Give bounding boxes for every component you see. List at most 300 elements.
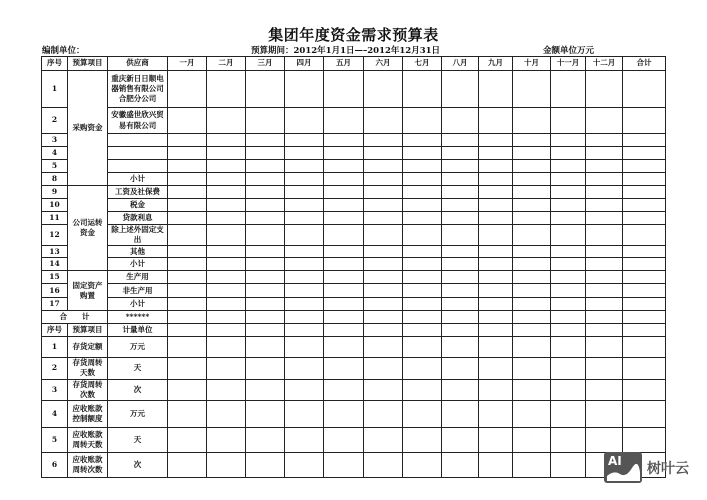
amount-cell[interactable]	[207, 258, 246, 271]
amount-cell[interactable]	[324, 452, 364, 477]
amount-cell[interactable]	[442, 246, 479, 258]
amount-cell[interactable]	[168, 199, 207, 212]
amount-cell[interactable]	[324, 271, 364, 284]
amount-cell[interactable]	[324, 337, 364, 358]
amount-cell[interactable]	[513, 358, 551, 379]
amount-cell[interactable]	[324, 160, 364, 173]
amount-cell[interactable]	[364, 427, 403, 452]
amount-cell[interactable]	[586, 379, 623, 400]
supplier-cell[interactable]: 安徽盛世欣兴贸易有限公司	[108, 108, 168, 134]
amount-cell[interactable]	[403, 400, 442, 427]
amount-cell[interactable]	[403, 186, 442, 199]
amount-cell[interactable]	[442, 379, 479, 400]
amount-cell[interactable]	[513, 186, 551, 199]
amount-cell[interactable]	[403, 160, 442, 173]
amount-cell[interactable]	[364, 246, 403, 258]
amount-cell[interactable]	[324, 108, 364, 134]
amount-cell[interactable]	[623, 358, 666, 379]
amount-cell[interactable]	[168, 186, 207, 199]
amount-cell[interactable]	[246, 284, 285, 298]
amount-cell[interactable]	[403, 311, 442, 324]
amount-cell[interactable]	[623, 400, 666, 427]
amount-cell[interactable]	[324, 173, 364, 186]
supplier-cell[interactable]	[108, 160, 168, 173]
amount-cell[interactable]	[207, 186, 246, 199]
amount-cell[interactable]	[364, 324, 403, 337]
amount-cell[interactable]	[551, 284, 586, 298]
amount-cell[interactable]	[207, 246, 246, 258]
amount-cell[interactable]	[168, 71, 207, 108]
amount-cell[interactable]	[403, 324, 442, 337]
amount-cell[interactable]	[586, 212, 623, 225]
amount-cell[interactable]	[403, 271, 442, 284]
amount-cell[interactable]	[513, 298, 551, 311]
amount-cell[interactable]	[246, 71, 285, 108]
amount-cell[interactable]	[246, 173, 285, 186]
amount-cell[interactable]	[168, 147, 207, 160]
amount-cell[interactable]	[551, 400, 586, 427]
amount-cell[interactable]	[623, 427, 666, 452]
amount-cell[interactable]	[623, 298, 666, 311]
amount-cell[interactable]	[285, 173, 324, 186]
amount-cell[interactable]	[513, 225, 551, 246]
amount-cell[interactable]	[246, 337, 285, 358]
amount-cell[interactable]	[513, 337, 551, 358]
amount-cell[interactable]	[403, 358, 442, 379]
amount-cell[interactable]	[246, 379, 285, 400]
amount-cell[interactable]	[551, 246, 586, 258]
amount-cell[interactable]	[364, 225, 403, 246]
amount-cell[interactable]	[479, 258, 513, 271]
amount-cell[interactable]	[623, 108, 666, 134]
amount-cell[interactable]	[479, 400, 513, 427]
amount-cell[interactable]	[479, 284, 513, 298]
amount-cell[interactable]	[285, 379, 324, 400]
amount-cell[interactable]	[442, 225, 479, 246]
amount-cell[interactable]	[246, 258, 285, 271]
amount-cell[interactable]	[442, 173, 479, 186]
amount-cell[interactable]	[623, 311, 666, 324]
amount-cell[interactable]	[586, 271, 623, 284]
amount-cell[interactable]	[586, 199, 623, 212]
amount-cell[interactable]	[246, 358, 285, 379]
amount-cell[interactable]	[551, 134, 586, 147]
amount-cell[interactable]	[586, 173, 623, 186]
amount-cell[interactable]	[623, 71, 666, 108]
amount-cell[interactable]	[207, 298, 246, 311]
amount-cell[interactable]	[551, 452, 586, 477]
amount-cell[interactable]	[513, 452, 551, 477]
amount-cell[interactable]	[586, 284, 623, 298]
amount-cell[interactable]	[586, 134, 623, 147]
amount-cell[interactable]	[168, 379, 207, 400]
amount-cell[interactable]	[364, 258, 403, 271]
amount-cell[interactable]	[246, 212, 285, 225]
amount-cell[interactable]	[168, 173, 207, 186]
amount-cell[interactable]	[246, 298, 285, 311]
supplier-cell[interactable]: 重庆新日日顺电器销售有限公司合肥分公司	[108, 71, 168, 108]
amount-cell[interactable]	[403, 225, 442, 246]
amount-cell[interactable]	[513, 160, 551, 173]
amount-cell[interactable]	[551, 271, 586, 284]
amount-cell[interactable]	[586, 337, 623, 358]
amount-cell[interactable]	[513, 173, 551, 186]
supplier-cell[interactable]: 除上述外固定支出	[108, 225, 168, 246]
amount-cell[interactable]	[442, 271, 479, 284]
amount-cell[interactable]	[479, 186, 513, 199]
amount-cell[interactable]	[168, 298, 207, 311]
amount-cell[interactable]	[623, 271, 666, 284]
amount-cell[interactable]	[168, 225, 207, 246]
amount-cell[interactable]	[513, 147, 551, 160]
amount-cell[interactable]	[285, 147, 324, 160]
amount-cell[interactable]	[324, 186, 364, 199]
amount-cell[interactable]	[479, 337, 513, 358]
amount-cell[interactable]	[324, 212, 364, 225]
amount-cell[interactable]	[442, 358, 479, 379]
amount-cell[interactable]	[364, 271, 403, 284]
amount-cell[interactable]	[403, 71, 442, 108]
amount-cell[interactable]	[551, 71, 586, 108]
amount-cell[interactable]	[586, 358, 623, 379]
amount-cell[interactable]	[364, 452, 403, 477]
amount-cell[interactable]	[513, 284, 551, 298]
amount-cell[interactable]	[442, 311, 479, 324]
amount-cell[interactable]	[285, 311, 324, 324]
amount-cell[interactable]	[513, 427, 551, 452]
supplier-cell[interactable]: 非生产用	[108, 284, 168, 298]
amount-cell[interactable]	[246, 199, 285, 212]
amount-cell[interactable]	[403, 212, 442, 225]
amount-cell[interactable]	[551, 298, 586, 311]
amount-cell[interactable]	[623, 246, 666, 258]
amount-cell[interactable]	[364, 311, 403, 324]
amount-cell[interactable]	[364, 358, 403, 379]
amount-cell[interactable]	[207, 311, 246, 324]
amount-cell[interactable]	[551, 173, 586, 186]
amount-cell[interactable]	[207, 71, 246, 108]
amount-cell[interactable]	[324, 427, 364, 452]
amount-cell[interactable]	[442, 258, 479, 271]
amount-cell[interactable]	[168, 427, 207, 452]
amount-cell[interactable]	[364, 186, 403, 199]
amount-cell[interactable]	[586, 246, 623, 258]
amount-cell[interactable]	[168, 400, 207, 427]
amount-cell[interactable]	[285, 246, 324, 258]
amount-cell[interactable]	[623, 186, 666, 199]
amount-cell[interactable]	[324, 311, 364, 324]
supplier-cell[interactable]: 生产用	[108, 271, 168, 284]
amount-cell[interactable]	[442, 427, 479, 452]
amount-cell[interactable]	[442, 186, 479, 199]
amount-cell[interactable]	[586, 324, 623, 337]
amount-cell[interactable]	[513, 108, 551, 134]
amount-cell[interactable]	[623, 160, 666, 173]
amount-cell[interactable]	[551, 147, 586, 160]
amount-cell[interactable]	[442, 134, 479, 147]
amount-cell[interactable]	[285, 71, 324, 108]
amount-cell[interactable]	[285, 108, 324, 134]
amount-cell[interactable]	[364, 337, 403, 358]
amount-cell[interactable]	[623, 337, 666, 358]
amount-cell[interactable]	[551, 337, 586, 358]
amount-cell[interactable]	[364, 160, 403, 173]
amount-cell[interactable]	[285, 271, 324, 284]
amount-cell[interactable]	[623, 284, 666, 298]
amount-cell[interactable]	[479, 246, 513, 258]
amount-cell[interactable]	[246, 108, 285, 134]
amount-cell[interactable]	[168, 452, 207, 477]
amount-cell[interactable]	[207, 427, 246, 452]
amount-cell[interactable]	[403, 337, 442, 358]
amount-cell[interactable]	[168, 358, 207, 379]
amount-cell[interactable]	[324, 258, 364, 271]
amount-cell[interactable]	[168, 324, 207, 337]
amount-cell[interactable]	[403, 246, 442, 258]
supplier-cell[interactable]	[108, 134, 168, 147]
amount-cell[interactable]	[403, 452, 442, 477]
amount-cell[interactable]	[442, 452, 479, 477]
amount-cell[interactable]	[207, 173, 246, 186]
amount-cell[interactable]	[551, 258, 586, 271]
amount-cell[interactable]	[403, 134, 442, 147]
amount-cell[interactable]	[442, 160, 479, 173]
supplier-cell[interactable]: 小计	[108, 258, 168, 271]
amount-cell[interactable]	[551, 311, 586, 324]
supplier-cell[interactable]: 小计	[108, 298, 168, 311]
amount-cell[interactable]	[623, 147, 666, 160]
amount-cell[interactable]	[513, 246, 551, 258]
amount-cell[interactable]	[246, 311, 285, 324]
amount-cell[interactable]	[207, 358, 246, 379]
amount-cell[interactable]	[207, 147, 246, 160]
amount-cell[interactable]	[168, 246, 207, 258]
amount-cell[interactable]	[586, 311, 623, 324]
amount-cell[interactable]	[324, 324, 364, 337]
amount-cell[interactable]	[586, 225, 623, 246]
amount-cell[interactable]	[285, 258, 324, 271]
amount-cell[interactable]	[285, 212, 324, 225]
amount-cell[interactable]	[246, 225, 285, 246]
amount-cell[interactable]	[364, 379, 403, 400]
amount-cell[interactable]	[551, 160, 586, 173]
amount-cell[interactable]	[246, 452, 285, 477]
amount-cell[interactable]	[479, 452, 513, 477]
amount-cell[interactable]	[324, 199, 364, 212]
amount-cell[interactable]	[479, 298, 513, 311]
amount-cell[interactable]	[285, 298, 324, 311]
amount-cell[interactable]	[479, 134, 513, 147]
amount-cell[interactable]	[207, 199, 246, 212]
amount-cell[interactable]	[207, 160, 246, 173]
amount-cell[interactable]	[324, 147, 364, 160]
supplier-cell[interactable]: 工资及社保费	[108, 186, 168, 199]
amount-cell[interactable]	[442, 284, 479, 298]
amount-cell[interactable]	[364, 173, 403, 186]
amount-cell[interactable]	[586, 160, 623, 173]
amount-cell[interactable]	[285, 337, 324, 358]
amount-cell[interactable]	[479, 271, 513, 284]
amount-cell[interactable]	[442, 337, 479, 358]
amount-cell[interactable]	[513, 258, 551, 271]
amount-cell[interactable]	[364, 199, 403, 212]
amount-cell[interactable]	[551, 225, 586, 246]
amount-cell[interactable]	[513, 134, 551, 147]
amount-cell[interactable]	[403, 427, 442, 452]
amount-cell[interactable]	[513, 379, 551, 400]
amount-cell[interactable]	[168, 284, 207, 298]
amount-cell[interactable]	[246, 160, 285, 173]
amount-cell[interactable]	[479, 173, 513, 186]
amount-cell[interactable]	[586, 258, 623, 271]
amount-cell[interactable]	[479, 147, 513, 160]
amount-cell[interactable]	[207, 452, 246, 477]
amount-cell[interactable]	[513, 71, 551, 108]
amount-cell[interactable]	[403, 147, 442, 160]
amount-cell[interactable]	[285, 199, 324, 212]
amount-cell[interactable]	[442, 108, 479, 134]
amount-cell[interactable]	[513, 324, 551, 337]
amount-cell[interactable]	[324, 298, 364, 311]
amount-cell[interactable]	[364, 71, 403, 108]
amount-cell[interactable]	[479, 311, 513, 324]
amount-cell[interactable]	[207, 212, 246, 225]
amount-cell[interactable]	[168, 258, 207, 271]
amount-cell[interactable]	[207, 337, 246, 358]
amount-cell[interactable]	[551, 379, 586, 400]
supplier-cell[interactable]	[108, 147, 168, 160]
amount-cell[interactable]	[168, 271, 207, 284]
supplier-cell[interactable]: 贷款利息	[108, 212, 168, 225]
amount-cell[interactable]	[442, 324, 479, 337]
amount-cell[interactable]	[479, 199, 513, 212]
amount-cell[interactable]	[168, 311, 207, 324]
amount-cell[interactable]	[207, 324, 246, 337]
amount-cell[interactable]	[364, 284, 403, 298]
amount-cell[interactable]	[285, 186, 324, 199]
amount-cell[interactable]	[623, 173, 666, 186]
amount-cell[interactable]	[324, 246, 364, 258]
amount-cell[interactable]	[364, 212, 403, 225]
amount-cell[interactable]	[442, 199, 479, 212]
amount-cell[interactable]	[442, 71, 479, 108]
supplier-cell[interactable]: 小计	[108, 173, 168, 186]
amount-cell[interactable]	[479, 427, 513, 452]
amount-cell[interactable]	[403, 173, 442, 186]
amount-cell[interactable]	[324, 134, 364, 147]
amount-cell[interactable]	[403, 108, 442, 134]
amount-cell[interactable]	[586, 71, 623, 108]
amount-cell[interactable]	[207, 379, 246, 400]
amount-cell[interactable]	[442, 400, 479, 427]
amount-cell[interactable]	[551, 358, 586, 379]
amount-cell[interactable]	[324, 358, 364, 379]
amount-cell[interactable]	[285, 427, 324, 452]
amount-cell[interactable]	[207, 271, 246, 284]
amount-cell[interactable]	[442, 147, 479, 160]
amount-cell[interactable]	[364, 134, 403, 147]
amount-cell[interactable]	[207, 108, 246, 134]
amount-cell[interactable]	[324, 71, 364, 108]
amount-cell[interactable]	[324, 400, 364, 427]
amount-cell[interactable]	[246, 186, 285, 199]
amount-cell[interactable]	[586, 400, 623, 427]
amount-cell[interactable]	[551, 199, 586, 212]
amount-cell[interactable]	[285, 452, 324, 477]
amount-cell[interactable]	[285, 324, 324, 337]
amount-cell[interactable]	[586, 186, 623, 199]
amount-cell[interactable]	[623, 324, 666, 337]
amount-cell[interactable]	[246, 400, 285, 427]
amount-cell[interactable]	[586, 108, 623, 134]
amount-cell[interactable]	[551, 324, 586, 337]
amount-cell[interactable]	[442, 298, 479, 311]
amount-cell[interactable]	[623, 212, 666, 225]
amount-cell[interactable]	[324, 379, 364, 400]
amount-cell[interactable]	[623, 225, 666, 246]
amount-cell[interactable]	[551, 427, 586, 452]
amount-cell[interactable]	[364, 108, 403, 134]
amount-cell[interactable]	[623, 199, 666, 212]
amount-cell[interactable]	[364, 400, 403, 427]
amount-cell[interactable]	[168, 134, 207, 147]
amount-cell[interactable]	[479, 225, 513, 246]
amount-cell[interactable]	[479, 160, 513, 173]
amount-cell[interactable]	[513, 311, 551, 324]
amount-cell[interactable]	[364, 298, 403, 311]
supplier-cell[interactable]: 税金	[108, 199, 168, 212]
amount-cell[interactable]	[513, 400, 551, 427]
amount-cell[interactable]	[623, 258, 666, 271]
amount-cell[interactable]	[246, 246, 285, 258]
amount-cell[interactable]	[324, 225, 364, 246]
amount-cell[interactable]	[285, 134, 324, 147]
amount-cell[interactable]	[513, 212, 551, 225]
amount-cell[interactable]	[403, 258, 442, 271]
amount-cell[interactable]	[246, 271, 285, 284]
amount-cell[interactable]	[403, 284, 442, 298]
amount-cell[interactable]	[285, 160, 324, 173]
amount-cell[interactable]	[168, 212, 207, 225]
amount-cell[interactable]	[551, 108, 586, 134]
amount-cell[interactable]	[168, 337, 207, 358]
amount-cell[interactable]	[364, 147, 403, 160]
amount-cell[interactable]	[403, 379, 442, 400]
amount-cell[interactable]	[513, 199, 551, 212]
amount-cell[interactable]	[442, 212, 479, 225]
amount-cell[interactable]	[623, 379, 666, 400]
amount-cell[interactable]	[586, 147, 623, 160]
supplier-cell[interactable]: 其他	[108, 246, 168, 258]
amount-cell[interactable]	[551, 186, 586, 199]
amount-cell[interactable]	[403, 298, 442, 311]
amount-cell[interactable]	[207, 284, 246, 298]
amount-cell[interactable]	[479, 324, 513, 337]
amount-cell[interactable]	[207, 225, 246, 246]
amount-cell[interactable]	[285, 400, 324, 427]
amount-cell[interactable]	[479, 71, 513, 108]
amount-cell[interactable]	[285, 284, 324, 298]
amount-cell[interactable]	[246, 427, 285, 452]
amount-cell[interactable]	[551, 212, 586, 225]
amount-cell[interactable]	[207, 400, 246, 427]
amount-cell[interactable]	[403, 199, 442, 212]
amount-cell[interactable]	[479, 212, 513, 225]
amount-cell[interactable]	[586, 298, 623, 311]
amount-cell[interactable]	[285, 358, 324, 379]
amount-cell[interactable]	[246, 134, 285, 147]
amount-cell[interactable]	[623, 134, 666, 147]
